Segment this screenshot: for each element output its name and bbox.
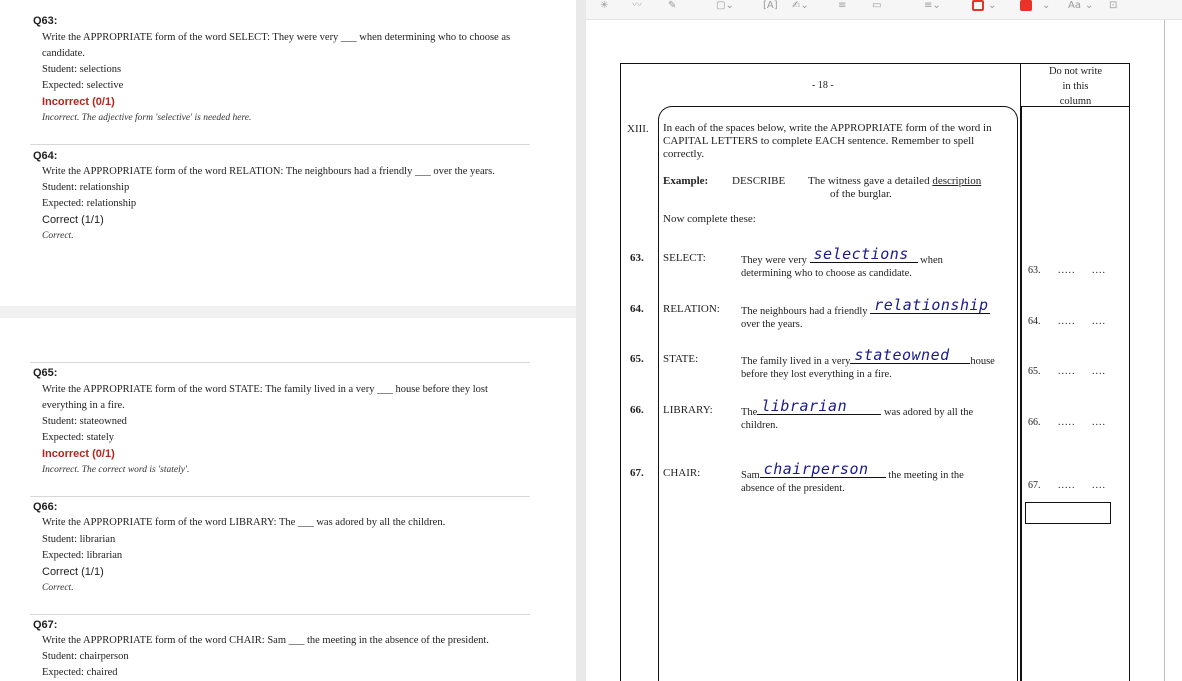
score-label: Correct (1/1) bbox=[42, 566, 104, 578]
expected-answer: Expected: librarian bbox=[42, 550, 123, 561]
magic-select-icon[interactable]: ✳ bbox=[600, 0, 609, 11]
mark-dots: ..... bbox=[1058, 265, 1076, 276]
item-sentence bbox=[741, 397, 974, 432]
handwritten-answer: chairperson bbox=[763, 460, 869, 478]
mark-dots: ..... bbox=[1058, 417, 1076, 428]
column-rule bbox=[1020, 107, 1022, 681]
shapes-icon[interactable]: ▢⌄ bbox=[716, 0, 734, 11]
item-sentence bbox=[741, 460, 964, 495]
sentence-line2: children. bbox=[741, 420, 779, 431]
mark-dots: ..... bbox=[1058, 480, 1076, 491]
student-answer: Student: librarian bbox=[42, 534, 116, 545]
sign-icon[interactable]: ✍⌄ bbox=[792, 0, 809, 11]
sentence-end: house bbox=[970, 356, 995, 367]
score-box bbox=[1025, 502, 1111, 524]
example-before: The witness gave a detailed bbox=[808, 175, 933, 187]
sentence-start: They were very bbox=[741, 255, 807, 266]
expected-answer: Expected: selective bbox=[42, 80, 124, 91]
mark-dots: ..... bbox=[1058, 366, 1076, 377]
item-sentence bbox=[741, 346, 995, 381]
question-title: Q67: bbox=[33, 619, 58, 631]
mark-label: 64. bbox=[1028, 316, 1041, 327]
mark-label: 63. bbox=[1028, 265, 1041, 276]
item-number: 65. bbox=[630, 353, 644, 365]
question-prompt: Write the APPROPRIATE form of the word LIBRARY: The ___ was adored by all the children. bbox=[42, 517, 446, 528]
column-heading-line: column bbox=[1059, 96, 1092, 107]
example-sentence bbox=[808, 175, 1018, 201]
sentence-end: was adored by all the bbox=[883, 407, 974, 418]
feedback-text: Correct. bbox=[42, 231, 74, 241]
item-sentence bbox=[741, 296, 990, 331]
student-answer: Student: selections bbox=[42, 64, 122, 75]
sentence-start: The bbox=[741, 407, 758, 418]
panel-divider[interactable] bbox=[576, 0, 586, 681]
question-prompt: Write the APPROPRIATE form of the word SELECT: They were very ___ when determining who to choose as candidate. bbox=[42, 32, 511, 59]
mark-dots: ..... bbox=[1058, 316, 1076, 327]
page-edge bbox=[1164, 20, 1165, 681]
answer-blank bbox=[757, 397, 881, 415]
example-label: Example: bbox=[663, 175, 709, 187]
feedback-text: Correct. bbox=[42, 583, 74, 593]
expected-answer: Expected: relationship bbox=[42, 198, 137, 209]
sentence-line2: before they lost everything in a fire. bbox=[741, 369, 892, 380]
chevron-down-icon[interactable]: ⌄ bbox=[988, 0, 997, 11]
now-complete-label: Now complete these: bbox=[663, 213, 756, 225]
item-word: STATE: bbox=[663, 353, 699, 365]
sentence-line2: absence of the president. bbox=[741, 483, 845, 494]
item-word: RELATION: bbox=[663, 303, 720, 315]
column-heading-line: in this bbox=[1062, 81, 1089, 92]
form-filling-icon[interactable]: ⊡ bbox=[1109, 0, 1118, 11]
mark-dots: .... bbox=[1092, 417, 1106, 428]
example-answer: description bbox=[932, 175, 982, 187]
text-box-icon[interactable]: [A] bbox=[763, 0, 778, 11]
border-color-icon[interactable] bbox=[972, 0, 984, 11]
student-answer: Student: stateowned bbox=[42, 416, 127, 427]
markup-toolbar bbox=[586, 0, 1182, 20]
mark-dots: .... bbox=[1092, 265, 1106, 276]
note-icon[interactable]: ▭ bbox=[872, 0, 882, 11]
handwritten-answer: relationship bbox=[874, 296, 989, 314]
sentence-line2: determining who to choose as candidate. bbox=[741, 268, 912, 279]
question-prompt: Write the APPROPRIATE form of the word CHAIR: Sam ___ the meeting in the absence of the president. bbox=[42, 635, 489, 646]
student-answer: Student: chairperson bbox=[42, 651, 129, 662]
sentence-start: The family lived in a very bbox=[741, 356, 851, 367]
sentence-start: Sam bbox=[741, 470, 760, 481]
sentence-line2: over the years. bbox=[741, 319, 803, 330]
draw-icon[interactable]: ✎ bbox=[668, 0, 677, 11]
answer-blank bbox=[850, 346, 970, 364]
item-number: 67. bbox=[630, 467, 644, 479]
answer-blank bbox=[760, 460, 886, 478]
section-gap bbox=[0, 306, 576, 318]
chevron-down-icon[interactable]: ⌄ bbox=[1085, 0, 1094, 11]
question-prompt: Write the APPROPRIATE form of the word RELATION: The neighbours had a friendly ___ over the years. bbox=[42, 166, 495, 177]
results-panel bbox=[0, 0, 576, 681]
question-title: Q64: bbox=[33, 150, 58, 162]
line-style-icon[interactable]: ≡⌄ bbox=[924, 0, 941, 11]
score-label: Incorrect (0/1) bbox=[42, 448, 115, 460]
item-word: LIBRARY: bbox=[663, 404, 713, 416]
document-viewer bbox=[586, 0, 1182, 681]
font-button[interactable]: Aa bbox=[1068, 0, 1081, 11]
handwritten-answer: stateowned bbox=[854, 346, 950, 364]
student-answer: Student: relationship bbox=[42, 182, 130, 193]
handwritten-answer: selections bbox=[813, 245, 909, 263]
separator bbox=[30, 496, 530, 497]
expected-answer: Expected: chaired bbox=[42, 667, 118, 678]
mark-label: 65. bbox=[1028, 366, 1041, 377]
handwritten-answer: librarian bbox=[761, 397, 848, 415]
mark-dots: .... bbox=[1092, 480, 1106, 491]
question-title: Q65: bbox=[33, 367, 58, 379]
item-word: CHAIR: bbox=[663, 467, 701, 479]
mark-label: 66. bbox=[1028, 417, 1041, 428]
separator bbox=[30, 144, 530, 145]
question-title: Q63: bbox=[33, 15, 58, 27]
adjust-color-icon[interactable]: ≡ bbox=[838, 0, 847, 11]
section-instruction: In each of the spaces below, write the APPROPRIATE form of the word in CAPITAL LETTERS to complete EACH sentence. Remember to spell correctly. bbox=[663, 122, 992, 160]
feedback-text: Incorrect. The adjective form 'selective' is needed here. bbox=[42, 113, 252, 123]
column-heading bbox=[1020, 63, 1130, 107]
expected-answer: Expected: stately bbox=[42, 432, 115, 443]
sentence-end: when bbox=[920, 255, 943, 266]
answer-blank bbox=[810, 245, 918, 263]
score-label: Incorrect (0/1) bbox=[42, 96, 115, 108]
question-prompt: Write the APPROPRIATE form of the word STATE: The family lived in a very ___ house before they lost everything in a fire. bbox=[42, 384, 488, 411]
mark-dots: .... bbox=[1092, 366, 1106, 377]
item-number: 64. bbox=[630, 303, 644, 315]
separator bbox=[30, 614, 530, 615]
sketch-icon[interactable]: 〰 bbox=[632, 0, 642, 11]
fill-color-icon[interactable] bbox=[1020, 0, 1032, 11]
answer-blank bbox=[870, 296, 990, 314]
feedback-text: Incorrect. The correct word is 'stately'. bbox=[42, 465, 190, 475]
sentence-start: The neighbours had a friendly bbox=[741, 306, 868, 317]
item-number: 66. bbox=[630, 404, 644, 416]
page-number: - 18 - bbox=[812, 80, 834, 91]
question-title: Q66: bbox=[33, 501, 58, 513]
item-sentence bbox=[741, 245, 943, 280]
chevron-down-icon[interactable]: ⌄ bbox=[1042, 0, 1051, 11]
separator bbox=[30, 362, 530, 363]
score-label: Correct (1/1) bbox=[42, 214, 104, 226]
item-word: SELECT: bbox=[663, 252, 706, 264]
item-number: 63. bbox=[630, 252, 644, 264]
sentence-end: the meeting in the bbox=[888, 470, 964, 481]
column-heading-line: Do not write bbox=[1048, 66, 1103, 77]
question-card-q63 bbox=[0, 0, 576, 305]
example-after: of the burglar. bbox=[830, 188, 892, 200]
mark-dots: .... bbox=[1092, 316, 1106, 327]
mark-label: 67. bbox=[1028, 480, 1041, 491]
example-word: DESCRIBE bbox=[732, 175, 786, 187]
section-number: XIII. bbox=[627, 123, 649, 135]
